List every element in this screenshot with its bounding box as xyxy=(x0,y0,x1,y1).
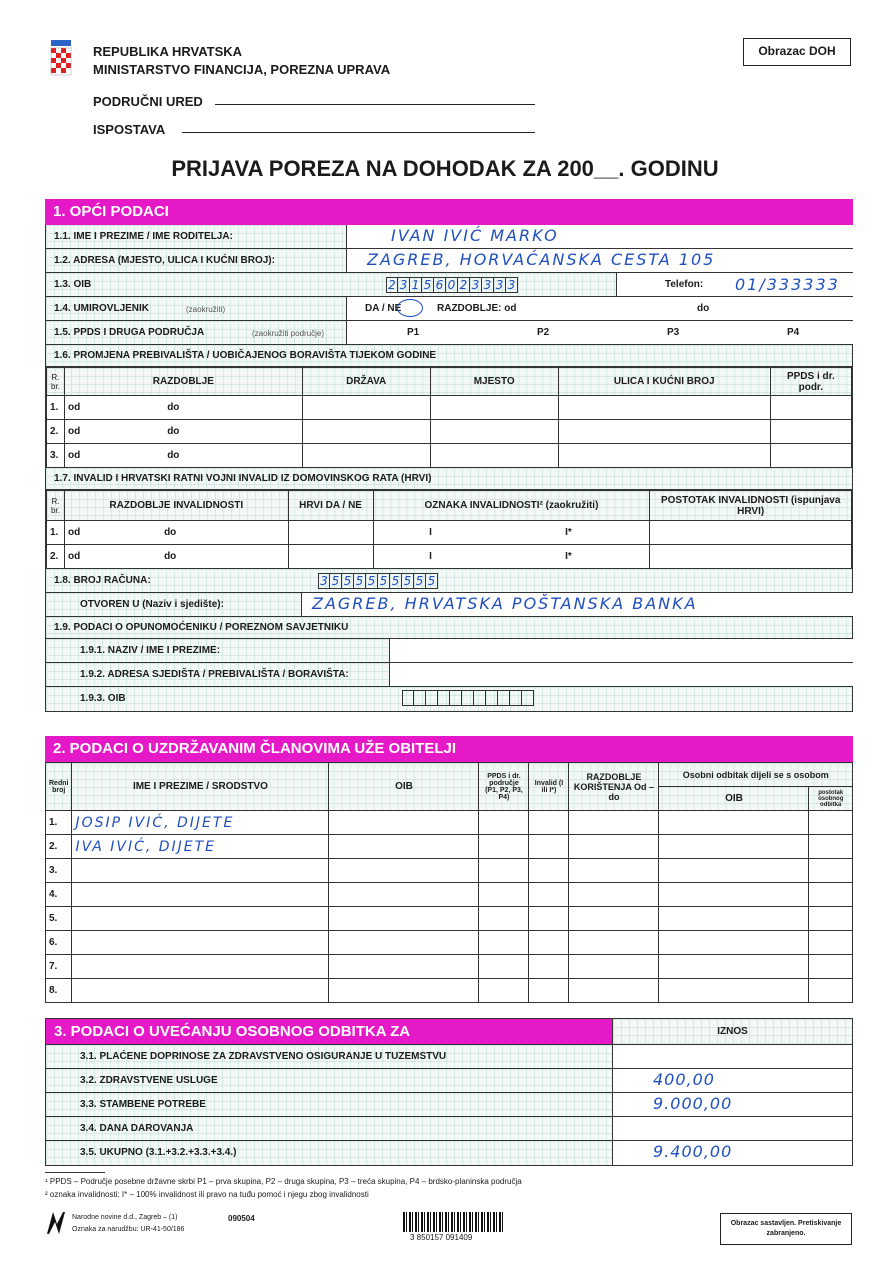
to-label[interactable]: do xyxy=(117,444,302,468)
cell[interactable] xyxy=(558,396,770,420)
cell[interactable] xyxy=(479,811,529,835)
address-field[interactable] xyxy=(346,249,853,272)
oib-digit[interactable]: 1 xyxy=(410,277,422,293)
amount-value: 9.400,00 xyxy=(653,1142,733,1161)
member-name-cell[interactable] xyxy=(72,883,329,907)
col-country: DRŽAVA xyxy=(302,368,430,396)
label-1-9-3: 1.9.3. OIB xyxy=(80,693,126,704)
row-num: 6. xyxy=(46,931,72,955)
ministry-name: MINISTARSTVO FINANCIJA, POREZNA UPRAVA xyxy=(93,62,391,77)
row-num: 2. xyxy=(47,420,65,444)
row-num: 7. xyxy=(46,955,72,979)
cell[interactable] xyxy=(288,545,373,569)
to-label[interactable]: do xyxy=(117,420,302,444)
barcode-number: 3 850157 091409 xyxy=(410,1233,473,1242)
regional-office-label: PODRUČNI URED xyxy=(93,94,203,109)
increase-row xyxy=(46,1093,852,1117)
increase-label: 3.5. UKUPNO (3.1.+3.2.+3.3.+3.4.) xyxy=(46,1141,612,1165)
label-1-8b: OTVOREN U (Naziv i sjedište): xyxy=(80,599,224,610)
increase-label: 3.2. ZDRAVSTVENE USLUGE xyxy=(46,1069,612,1092)
section-1-header: 1. OPĆI PODACI xyxy=(45,199,853,225)
label-1-6: 1.6. PROMJENA PREBIVALIŠTA / UOBIČAJENOG BORAVIŠTA TIJEKOM GODINE xyxy=(54,350,437,361)
row-num: 5. xyxy=(46,907,72,931)
cell[interactable] xyxy=(659,955,809,979)
col-street: ULICA I KUĆNI BROJ xyxy=(558,368,770,396)
cell[interactable] xyxy=(770,444,851,468)
address-value: ZAGREB, HORVAĆANSKA CESTA 105 xyxy=(367,250,716,269)
cell[interactable] xyxy=(809,955,853,979)
member-name-cell[interactable] xyxy=(72,955,329,979)
section-2-header: 2. PODACI O UZDRŽAVANIM ČLANOVIMA UŽE OBITELJI xyxy=(45,736,853,762)
inv-i[interactable]: I xyxy=(373,521,487,545)
cell[interactable] xyxy=(329,811,479,835)
cell[interactable] xyxy=(809,859,853,883)
account-digit[interactable]: 5 xyxy=(390,573,402,589)
cell[interactable] xyxy=(809,931,853,955)
cell[interactable] xyxy=(569,811,659,835)
row-1-9-1 xyxy=(46,639,852,663)
order-code: Oznaka za narudžbu: UR-41-50/186 xyxy=(72,1226,185,1233)
oib-digit[interactable]: 3 xyxy=(494,277,506,293)
oib-digit[interactable]: 2 xyxy=(386,277,398,293)
oib-digit[interactable]: 5 xyxy=(422,277,434,293)
cell[interactable] xyxy=(558,420,770,444)
col-period: RAZDOBLJE xyxy=(65,368,303,396)
cell[interactable] xyxy=(479,931,529,955)
disability-table xyxy=(46,490,852,569)
note-1-5: (zaokružiti područje) xyxy=(252,329,325,338)
proxy-oib-field[interactable] xyxy=(402,690,534,711)
pensioner-period: RAZDOBLJE: od xyxy=(437,303,517,314)
cell[interactable] xyxy=(569,835,659,859)
row-1-6 xyxy=(46,345,852,367)
cell[interactable] xyxy=(529,859,569,883)
amount-field[interactable] xyxy=(612,1045,852,1068)
residence-change-table xyxy=(46,367,852,468)
bank-value: ZAGREB, HRVATSKA POŠTANSKA BANKA xyxy=(312,594,698,613)
cell[interactable] xyxy=(659,835,809,859)
cell[interactable] xyxy=(650,521,852,545)
proxy-address-field[interactable] xyxy=(389,663,853,686)
col-shared-percent: postotak osobnog odbitka xyxy=(809,787,853,811)
cell[interactable] xyxy=(770,420,851,444)
cell[interactable] xyxy=(479,955,529,979)
col-place: MJESTO xyxy=(430,368,558,396)
label-1-7: 1.7. INVALID I HRVATSKI RATNI VOJNI INVALID IZ DOMOVINSKOG RATA (HRVI) xyxy=(54,473,432,484)
phone-label: Telefon: xyxy=(665,279,704,290)
member-name-cell[interactable] xyxy=(72,907,329,931)
section-3 xyxy=(45,1018,853,1166)
note-1-4: (zaokružiti) xyxy=(186,305,226,314)
cell[interactable] xyxy=(809,979,853,1003)
row-num: 2. xyxy=(47,545,65,569)
cell[interactable] xyxy=(659,811,809,835)
col-ppds: PPDS i dr. područje (P1, P2, P3, P4) xyxy=(479,763,529,811)
republic-name: REPUBLIKA HRVATSKA xyxy=(93,44,243,59)
member-name: JOSIP IVIĆ, DIJETE xyxy=(75,814,235,831)
col-ppds: PPDS i dr. podr. xyxy=(770,368,851,396)
amount-value: 9.000,00 xyxy=(653,1094,733,1113)
cell[interactable] xyxy=(529,979,569,1003)
to-label[interactable]: do xyxy=(114,545,288,569)
label-1-3: 1.3. OIB xyxy=(54,279,92,290)
pensioner-field[interactable] xyxy=(346,297,853,320)
label-1-1: 1.1. IME I PREZIME / IME RODITELJA: xyxy=(54,231,233,242)
row-num: 2. xyxy=(46,835,72,859)
account-digit[interactable]: 5 xyxy=(402,573,414,589)
area-field[interactable] xyxy=(346,321,853,344)
row-1-7 xyxy=(46,468,852,490)
family-row xyxy=(46,931,853,955)
bank-field[interactable] xyxy=(301,593,853,616)
form-title: PRIJAVA POREZA NA DOHODAK ZA 200__. GODINU xyxy=(171,156,719,181)
pensioner-to: do xyxy=(697,303,710,314)
from-label[interactable]: od xyxy=(65,444,118,468)
col-shared: Osobni odbitak dijeli se s osobom xyxy=(659,763,853,787)
family-row xyxy=(46,883,853,907)
cell[interactable] xyxy=(430,444,558,468)
row-1-8 xyxy=(46,569,852,593)
amount-field[interactable] xyxy=(612,1141,852,1165)
publisher-logo-icon xyxy=(45,1210,67,1236)
row-1-9-2 xyxy=(46,663,852,687)
col-hrvi: HRVI DA / NE xyxy=(288,491,373,521)
col-oib: OIB xyxy=(329,763,479,811)
family-row xyxy=(46,955,853,979)
account-digit[interactable]: 5 xyxy=(330,573,342,589)
member-name-cell[interactable] xyxy=(72,811,329,835)
cell[interactable] xyxy=(659,883,809,907)
cell[interactable] xyxy=(650,545,852,569)
from-label[interactable]: od xyxy=(65,545,115,569)
row-num: 4. xyxy=(46,883,72,907)
cell[interactable] xyxy=(529,835,569,859)
oib-digit[interactable]: 2 xyxy=(458,277,470,293)
row-1-3 xyxy=(46,273,852,297)
member-name-cell[interactable] xyxy=(72,835,329,859)
oib-digit[interactable]: 3 xyxy=(482,277,494,293)
cell[interactable] xyxy=(809,907,853,931)
family-row xyxy=(46,835,853,859)
label-1-9-1: 1.9.1. NAZIV / IME I PREZIME: xyxy=(80,645,221,656)
from-label[interactable]: od xyxy=(65,521,115,545)
oib-field[interactable] xyxy=(386,276,518,294)
phone-field[interactable] xyxy=(616,273,853,296)
cell[interactable] xyxy=(329,979,479,1003)
cell[interactable] xyxy=(329,931,479,955)
cell[interactable] xyxy=(809,883,853,907)
print-note: Obrazac sastavljen. Pretiskivanje zabranjeno. xyxy=(720,1213,852,1245)
section-3-header: 3. PODACI O UVEĆANJU OSOBNOG ODBITKA ZA xyxy=(46,1019,612,1044)
from-label[interactable]: od xyxy=(65,420,118,444)
footnote-2: ² oznaka invalidnosti: I* – 100% invalidnost ili pravo na tuđu pomoć i njegu zbog invalidnosti xyxy=(45,1190,369,1199)
inv-i[interactable]: I xyxy=(373,545,487,569)
proxy-name-field[interactable] xyxy=(389,639,853,662)
cell[interactable] xyxy=(329,907,479,931)
cell[interactable] xyxy=(479,859,529,883)
name-field[interactable] xyxy=(346,225,853,248)
oib-digit[interactable]: 3 xyxy=(470,277,482,293)
label-1-2: 1.2. ADRESA (MJESTO, ULICA I KUĆNI BROJ): xyxy=(54,255,275,266)
cell[interactable] xyxy=(770,396,851,420)
family-row xyxy=(46,859,853,883)
col-period: RAZDOBLJE KORIŠTENJA Od – do xyxy=(569,763,659,811)
family-row xyxy=(46,907,853,931)
pensioner-options[interactable]: DA / NE xyxy=(365,303,402,314)
amount-value: 400,00 xyxy=(653,1070,715,1089)
cell[interactable] xyxy=(529,931,569,955)
family-row xyxy=(46,979,853,1003)
oib-digit[interactable]: 3 xyxy=(398,277,410,293)
cell[interactable] xyxy=(809,835,853,859)
cell[interactable] xyxy=(479,835,529,859)
cell[interactable] xyxy=(329,883,479,907)
member-name-cell[interactable] xyxy=(72,979,329,1003)
col-dis-period: RAZDOBLJE INVALIDNOSTI xyxy=(65,491,289,521)
inv-i-star[interactable]: I* xyxy=(487,521,649,545)
amount-field[interactable] xyxy=(612,1069,852,1092)
cell[interactable] xyxy=(302,396,430,420)
account-digit[interactable]: 5 xyxy=(426,573,438,589)
family-row xyxy=(46,811,853,835)
increase-row xyxy=(46,1069,852,1093)
p4-option[interactable]: P4 xyxy=(787,327,800,338)
name-value: IVAN IVIĆ MARKO xyxy=(391,226,559,245)
cell[interactable] xyxy=(569,955,659,979)
cell[interactable] xyxy=(569,859,659,883)
family-table xyxy=(45,762,853,1003)
cell[interactable] xyxy=(569,931,659,955)
col-shared-oib: OIB xyxy=(659,787,809,811)
to-label[interactable]: do xyxy=(117,396,302,420)
label-1-9: 1.9. PODACI O OPUNOMOĆENIKU / POREZNOM SAVJETNIKU xyxy=(54,622,349,633)
col-rbr: R. br. xyxy=(47,491,65,521)
row-1-4 xyxy=(46,297,852,321)
member-name: IVA IVIĆ, DIJETE xyxy=(75,838,217,855)
col-dis-percent: POSTOTAK INVALIDNOSTI (ispunjava HRVI) xyxy=(650,491,852,521)
cell[interactable] xyxy=(329,835,479,859)
row-1-8b xyxy=(46,593,852,617)
barcode xyxy=(403,1212,503,1232)
cell[interactable] xyxy=(659,931,809,955)
p3-option[interactable]: P3 xyxy=(667,327,680,338)
cell[interactable] xyxy=(529,907,569,931)
form-number: 090504 xyxy=(228,1214,255,1223)
cell[interactable] xyxy=(329,859,479,883)
account-digit[interactable]: 5 xyxy=(342,573,354,589)
increase-row xyxy=(46,1045,852,1069)
col-num: Redni broj xyxy=(46,763,72,811)
cell[interactable] xyxy=(288,521,373,545)
member-name-cell[interactable] xyxy=(72,931,329,955)
cell[interactable] xyxy=(659,859,809,883)
cell[interactable] xyxy=(659,979,809,1003)
cell[interactable] xyxy=(558,444,770,468)
cell[interactable] xyxy=(430,420,558,444)
row-1-9-3 xyxy=(46,687,852,711)
amount-field[interactable] xyxy=(612,1117,852,1140)
section-2-body xyxy=(45,762,853,1003)
row-1-2 xyxy=(46,249,852,273)
member-name-cell[interactable] xyxy=(72,859,329,883)
cell[interactable] xyxy=(569,883,659,907)
row-1-9 xyxy=(46,617,852,639)
oib-digit[interactable]: 0 xyxy=(446,277,458,293)
cell[interactable] xyxy=(302,420,430,444)
cell[interactable] xyxy=(329,955,479,979)
cell[interactable] xyxy=(302,444,430,468)
branch-label: ISPOSTAVA xyxy=(93,122,166,137)
section-1-body xyxy=(45,225,853,712)
inv-i-star[interactable]: I* xyxy=(487,545,649,569)
form-code-box: Obrazac DOH xyxy=(743,38,851,66)
row-num: 3. xyxy=(46,859,72,883)
publisher: Narodne novine d.d., Zagreb – (1) xyxy=(72,1214,178,1221)
cell[interactable] xyxy=(529,811,569,835)
row-num: 8. xyxy=(46,979,72,1003)
label-1-9-2: 1.9.2. ADRESA SJEDIŠTA / PREBIVALIŠTA / BORAVIŠTA: xyxy=(80,669,349,680)
p1-option[interactable]: P1 xyxy=(407,327,420,338)
amount-field[interactable] xyxy=(612,1093,852,1116)
cell[interactable] xyxy=(479,883,529,907)
label-1-4: 1.4. UMIROVLJENIK xyxy=(54,303,150,314)
row-num: 1. xyxy=(47,521,65,545)
cell[interactable] xyxy=(569,979,659,1003)
amount-header: IZNOS xyxy=(612,1019,852,1044)
increase-row xyxy=(46,1117,852,1141)
account-digit[interactable]: 5 xyxy=(354,573,366,589)
col-dis-mark: OZNAKA INVALIDNOSTI² (zaokružiti) xyxy=(373,491,650,521)
increase-label: 3.4. DANA DAROVANJA xyxy=(46,1117,612,1140)
increase-label: 3.1. PLAĆENE DOPRINOSE ZA ZDRAVSTVENO OSIGURANJE U TUZEMSTVU xyxy=(46,1045,612,1068)
footnote-1: ¹ PPDS – Područje posebne državne skrbi P1 – prva skupina, P2 – druga skupina, P3 – treća skupina, P4 – brdsko-planinska područja xyxy=(45,1177,522,1186)
branch-field[interactable] xyxy=(182,132,535,133)
p2-option[interactable]: P2 xyxy=(537,327,550,338)
from-label[interactable]: od xyxy=(65,396,118,420)
ne-circle xyxy=(397,299,423,317)
phone-value: 01/333333 xyxy=(735,275,840,294)
label-1-5: 1.5. PPDS I DRUGA PODRUČJA xyxy=(54,327,205,338)
cell[interactable] xyxy=(430,396,558,420)
increase-row xyxy=(46,1141,852,1165)
cell[interactable] xyxy=(479,979,529,1003)
cell[interactable] xyxy=(529,883,569,907)
col-invalid: Invalid (I ili I*) xyxy=(529,763,569,811)
row-1-1 xyxy=(46,225,852,249)
account-field[interactable] xyxy=(318,572,438,590)
account-digit[interactable]: 5 xyxy=(414,573,426,589)
oib-digit[interactable]: 6 xyxy=(434,277,446,293)
col-rbr: R. br. xyxy=(47,368,65,396)
increase-label: 3.3. STAMBENE POTREBE xyxy=(46,1093,612,1116)
cell[interactable] xyxy=(659,907,809,931)
account-digit[interactable]: 5 xyxy=(366,573,378,589)
row-num: 1. xyxy=(47,396,65,420)
cell[interactable] xyxy=(529,955,569,979)
col-name: IME I PREZIME / SRODSTVO xyxy=(72,763,329,811)
account-digit[interactable]: 3 xyxy=(318,573,330,589)
to-label[interactable]: do xyxy=(114,521,288,545)
row-num: 3. xyxy=(47,444,65,468)
row-1-5 xyxy=(46,321,852,345)
coat-of-arms-icon xyxy=(48,40,74,80)
label-1-8: 1.8. BROJ RAČUNA: xyxy=(54,575,151,586)
footnote-divider xyxy=(45,1172,105,1173)
regional-office-field[interactable] xyxy=(215,104,535,105)
cell[interactable] xyxy=(479,907,529,931)
account-digit[interactable]: 5 xyxy=(378,573,390,589)
row-num: 1. xyxy=(46,811,72,835)
oib-digit[interactable]: 3 xyxy=(506,277,518,293)
cell[interactable] xyxy=(569,907,659,931)
cell[interactable] xyxy=(809,811,853,835)
